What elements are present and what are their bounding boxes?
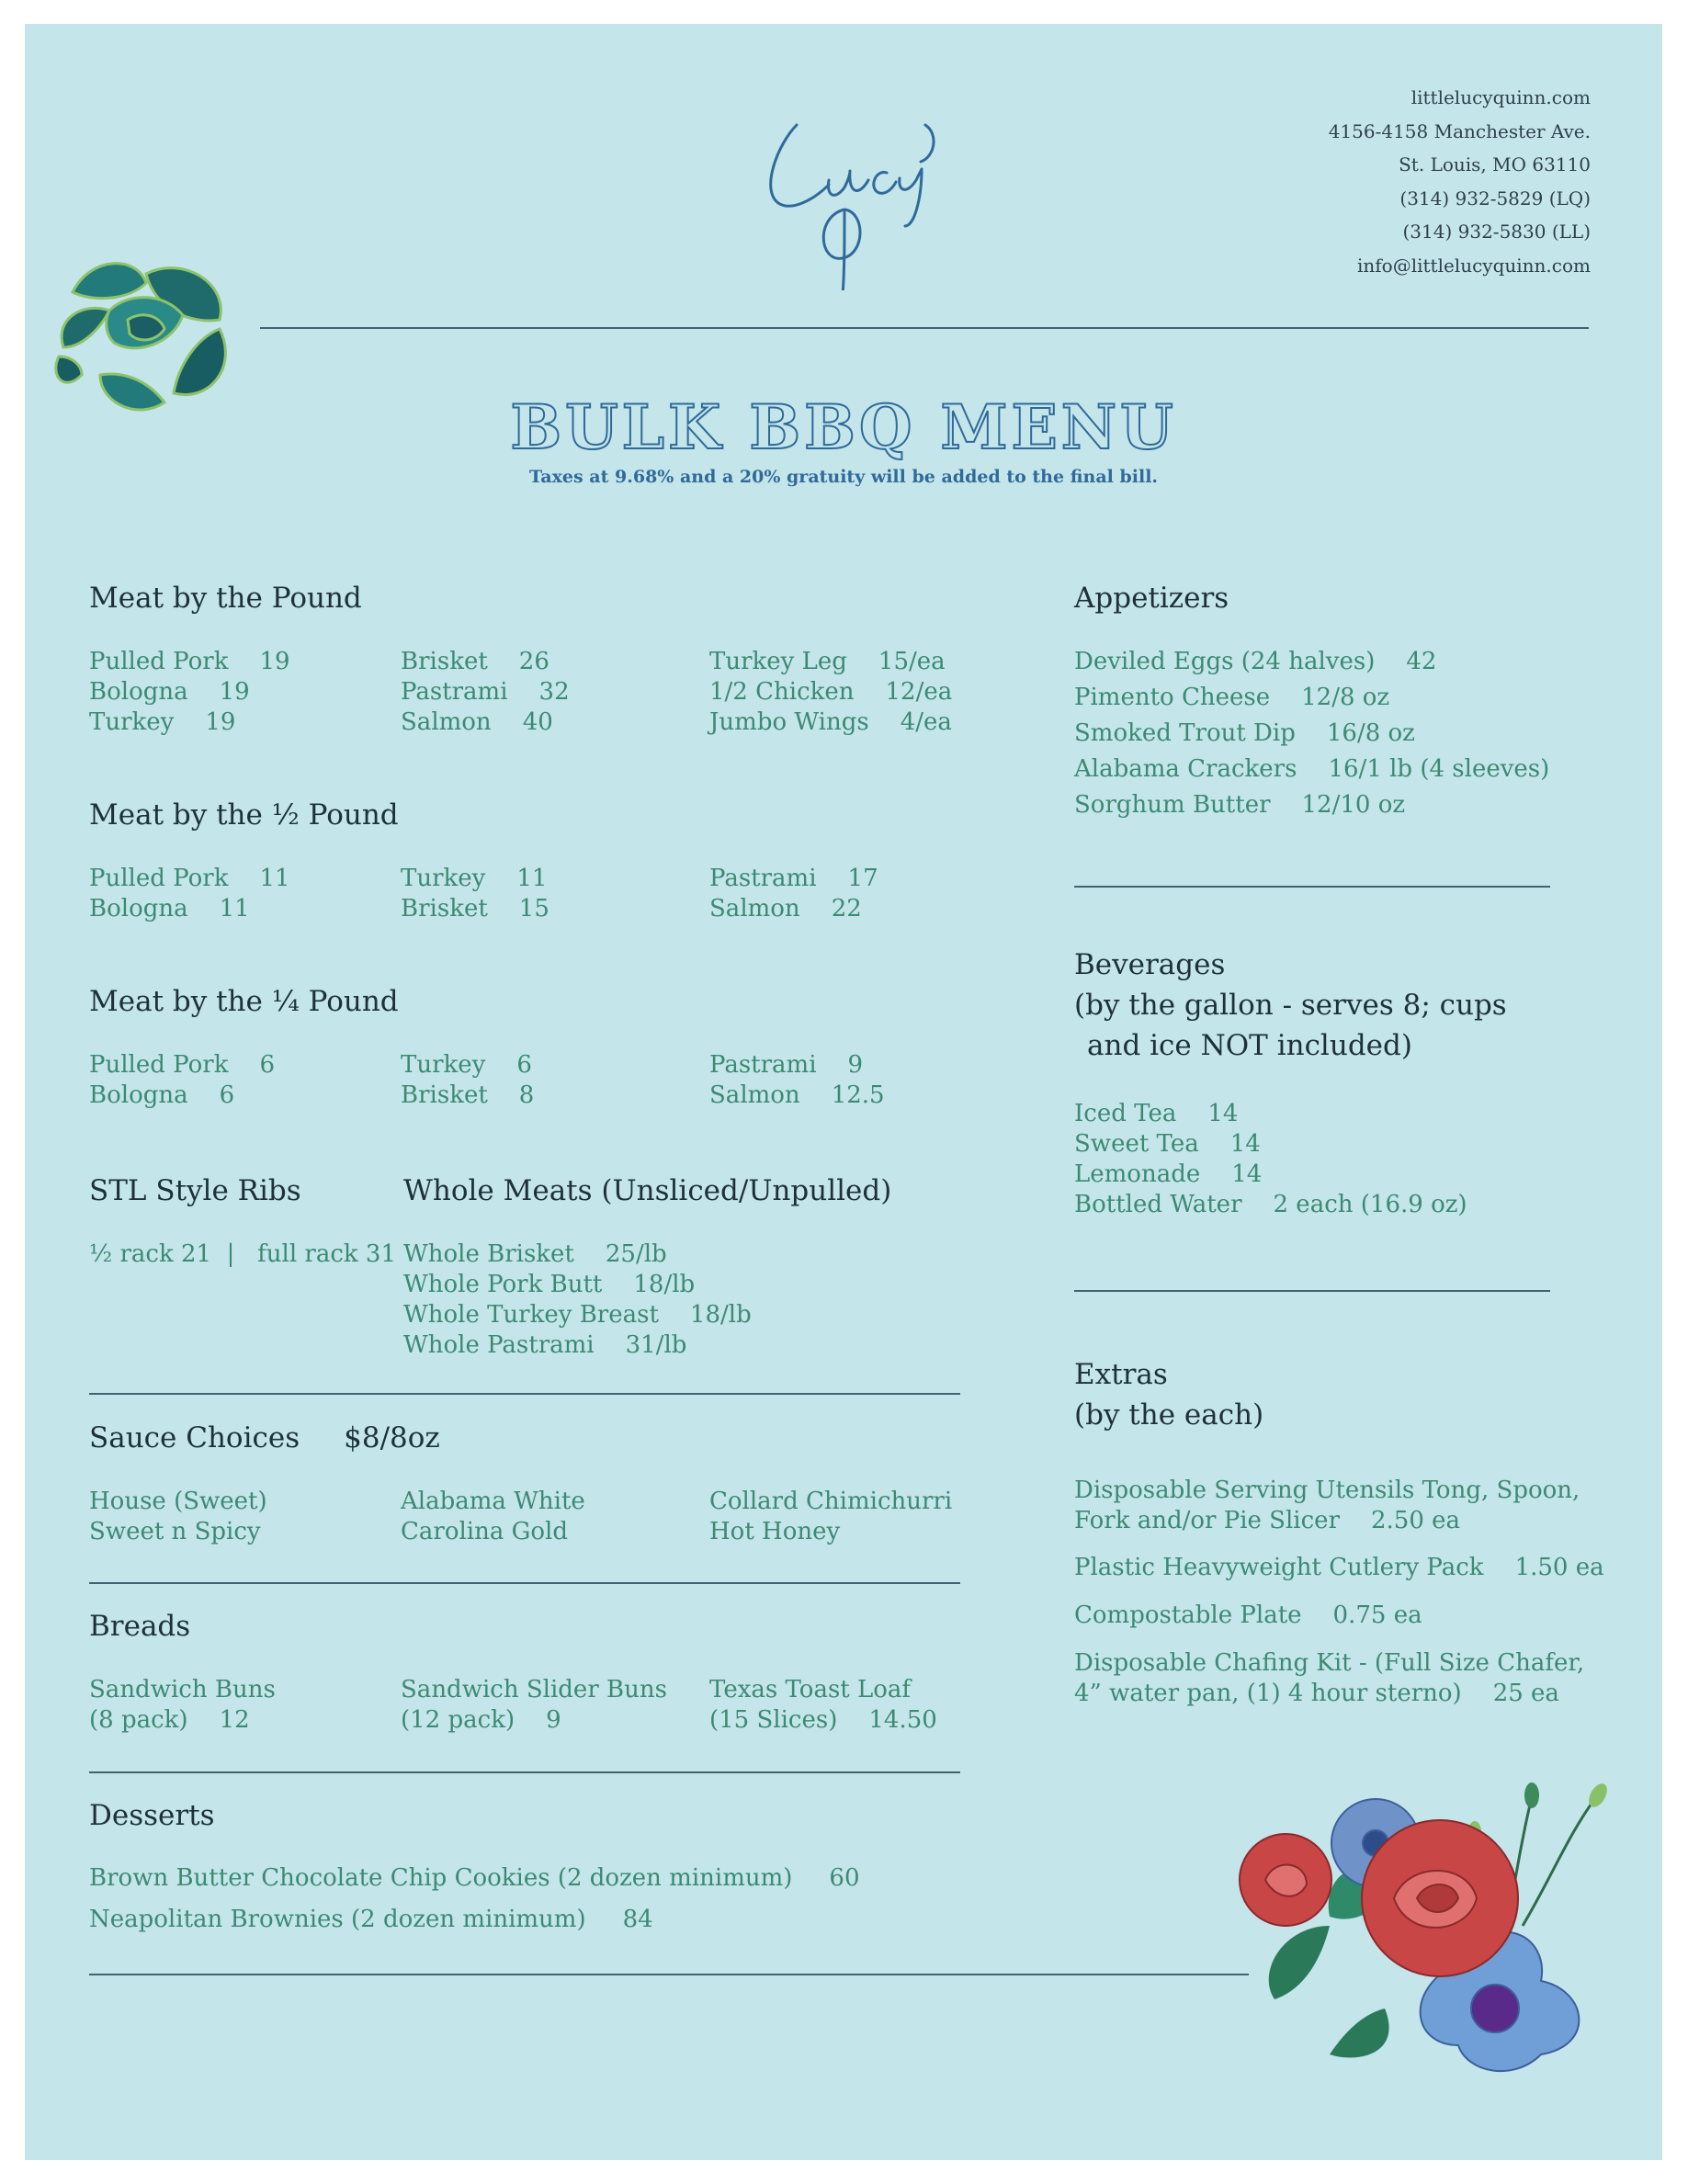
bread-item-name: Texas Toast Loaf (709, 1676, 912, 1703)
section-heading-extras: Extras (by the each) (1074, 1358, 1264, 1431)
appetizer-item: Pimento Cheese 12/8 oz (1074, 684, 1390, 711)
section-heading-appetizers: Appetizers (1074, 582, 1229, 615)
menu-item: Salmon 12.5 (709, 1081, 885, 1109)
email-link[interactable]: info@littlelucyquinn.com (1356, 254, 1591, 277)
section-divider (1074, 1290, 1550, 1292)
phone-lq[interactable]: (314) 932-5829 (LQ) (1399, 187, 1591, 209)
beverage-item: Lemonade 14 (1074, 1160, 1263, 1188)
menu-item: Jumbo Wings 4/ea (709, 708, 952, 736)
ribs-prices: ½ rack 21 | full rack 31 (89, 1240, 397, 1268)
menu-item: Whole Pastrami 31/lb (403, 1331, 687, 1359)
beverage-item: Sweet Tea 14 (1074, 1130, 1261, 1158)
section-heading-beverages: Beverages (by the gallon - serves 8; cups and ice NOT included) (1074, 948, 1507, 1062)
menu-item: Whole Brisket 25/lb (403, 1240, 667, 1268)
beverage-item: Bottled Water 2 each (16.9 oz) (1074, 1191, 1467, 1218)
sauce-item: Collard Chimichurri (709, 1488, 953, 1515)
floral-illustration (1219, 1779, 1660, 2073)
small-rose (1240, 1834, 1331, 1926)
section-heading-half-pound: Meat by the ½ Pound (89, 798, 399, 832)
beverage-item: Iced Tea 14 (1074, 1100, 1239, 1127)
appetizer-item: Alabama Crackers 16/1 lb (4 sleeves) (1074, 755, 1550, 783)
menu-item: Whole Pork Butt 18/lb (403, 1271, 696, 1298)
dessert-item: Brown Butter Chocolate Chip Cookies (2 dozen minimum) 60 (89, 1864, 860, 1892)
bread-item-name: Sandwich Slider Buns (401, 1676, 667, 1703)
extra-item: Disposable Serving Utensils Tong, Spoon, Fork and/or Pie Slicer 2.50 ea (1074, 1477, 1580, 1534)
menu-item: Pastrami 9 (709, 1051, 864, 1079)
menu-item: Bologna 6 (89, 1081, 235, 1109)
bread-item-name: Sandwich Buns (89, 1676, 276, 1703)
extra-item: Disposable Chafing Kit - (Full Size Chafer, 4” water pan, (1) 4 hour sterno) 25 ea (1074, 1649, 1585, 1707)
menu-item: Brisket 8 (401, 1081, 535, 1109)
section-heading-quarter-pound: Meat by the ¼ Pound (89, 985, 399, 1018)
sauce-item: Sweet n Spicy (89, 1518, 261, 1545)
extra-item: Compostable Plate 0.75 ea (1074, 1601, 1422, 1629)
menu-title: BULK BBQ MENU (510, 391, 1177, 463)
header-divider (260, 327, 1589, 329)
menu-item: Bologna 19 (89, 678, 250, 706)
sauce-item: Alabama White (401, 1488, 585, 1515)
menu-item: Salmon 40 (401, 708, 553, 736)
menu-item: Pulled Pork 19 (89, 648, 290, 675)
menu-item: Turkey 6 (401, 1051, 532, 1079)
large-rose (1362, 1820, 1518, 1976)
phone-ll[interactable]: (314) 932-5830 (LL) (1402, 221, 1591, 243)
section-divider (89, 1582, 960, 1584)
section-heading-ribs: STL Style Ribs (89, 1174, 301, 1207)
menu-item: Turkey 19 (89, 708, 236, 736)
section-divider (89, 1771, 960, 1773)
extra-item: Plastic Heavyweight Cutlery Pack 1.50 ea (1074, 1554, 1604, 1581)
sauce-item: Carolina Gold (401, 1518, 568, 1545)
contact-block (1329, 81, 1591, 282)
section-heading-whole-meats: Whole Meats (Unsliced/Unpulled) (403, 1174, 892, 1207)
section-heading-breads: Breads (89, 1610, 191, 1643)
menu-item: Brisket 26 (401, 648, 549, 675)
sauce-item: Hot Honey (709, 1518, 841, 1545)
menu-item: Turkey 11 (401, 865, 548, 892)
menu-item: Pastrami 32 (401, 678, 570, 706)
menu-item: 1/2 Chicken 12/ea (709, 678, 953, 706)
menu-item: Pulled Pork 6 (89, 1051, 275, 1079)
appetizer-item: Sorghum Butter 12/10 oz (1074, 791, 1406, 819)
sauce-price: $8/8oz (344, 1421, 440, 1454)
menu-item: Bologna 11 (89, 895, 250, 922)
footer-divider (89, 1974, 1249, 1975)
sauce-item: House (Sweet) (89, 1488, 267, 1515)
menu-item: Salmon 22 (709, 895, 862, 922)
section-heading-sauce: Sauce Choices $8/8oz (89, 1421, 440, 1454)
menu-item: Brisket 15 (401, 895, 549, 922)
section-heading-desserts: Desserts (89, 1799, 215, 1832)
street-address: 4156-4158 Manchester Ave. (1328, 119, 1591, 142)
lucy-q-logo (742, 88, 980, 290)
section-divider (89, 1393, 960, 1395)
menu-page (25, 24, 1662, 2160)
menu-item: Turkey Leg 15/ea (709, 648, 946, 675)
bread-item-detail: (15 Slices) 14.50 (709, 1706, 937, 1734)
website-link[interactable]: littlelucyquinn.com (1410, 86, 1591, 108)
menu-item: Pastrami 17 (709, 865, 878, 892)
appetizer-item: Smoked Trout Dip 16/8 oz (1074, 719, 1415, 747)
city-address: St. Louis, MO 63110 (1399, 153, 1591, 175)
bread-item-detail: (12 pack) 9 (401, 1706, 561, 1734)
tax-gratuity-note: Taxes at 9.68% and a 20% gratuity will be added to the final bill. (528, 467, 1159, 487)
section-heading-pound: Meat by the Pound (89, 582, 362, 615)
section-divider (1074, 886, 1550, 888)
menu-item: Pulled Pork 11 (89, 865, 290, 892)
bread-item-detail: (8 pack) 12 (89, 1706, 250, 1734)
dessert-item: Neapolitan Brownies (2 dozen minimum) 84 (89, 1906, 653, 1933)
menu-item: Whole Turkey Breast 18/lb (403, 1301, 752, 1329)
appetizer-item: Deviled Eggs (24 halves) 42 (1074, 648, 1437, 675)
